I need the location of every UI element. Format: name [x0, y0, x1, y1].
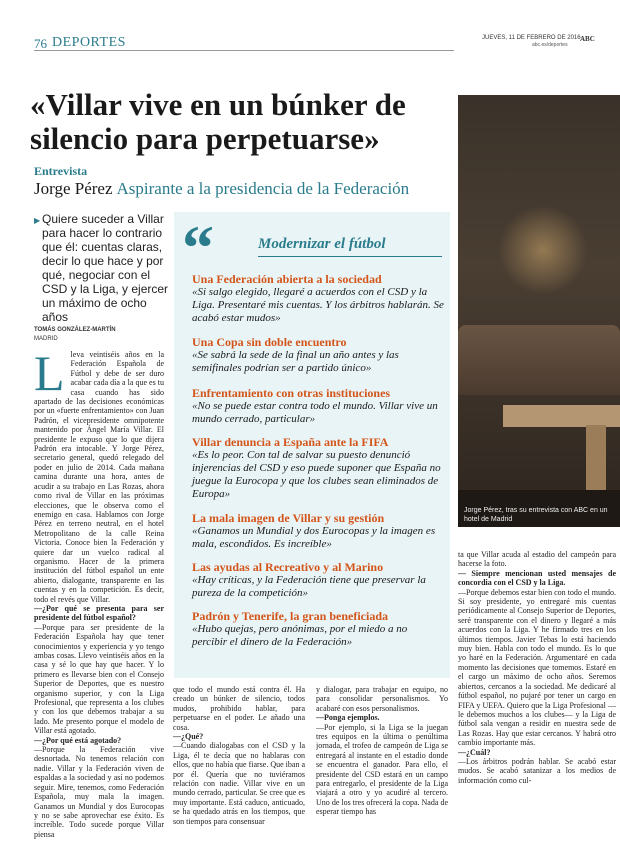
photo-lamp: [498, 205, 588, 295]
sidebar-item: [192, 511, 444, 551]
interview-question: —Ponga ejemplos.: [316, 713, 380, 723]
quote-marks-icon: “: [182, 212, 214, 283]
byline: TOMÁS GONZÁLEZ-MARTÍN: [34, 327, 116, 333]
section-url: abc.es/deportes: [532, 42, 568, 48]
body-paragraph: —Porque la Federación vive desnortada. No tenemos relación con nadie. Villar y la Federación viven de espaldas a la sociedad y así no podemos seguir. Mire, tenemos, como Federación Española, muy mala la imagen. Ganamos un Mundial y dos Eurocopas y no se sabe aprovechar ese éxito. Es increíble. Todo sucede porque Villar piensa: [34, 745, 164, 839]
sidebar-item-heading: Villar denuncia a España ante la FIFA: [192, 435, 389, 449]
interview-question: —¿Cuál?: [458, 747, 491, 757]
sidebar-item: [192, 272, 444, 325]
sidebar-item: [192, 335, 444, 375]
body-column-4: [458, 550, 616, 845]
interviewee-name: Jorge Pérez: [34, 179, 113, 198]
sidebar-item: [192, 560, 444, 600]
sidebar-item-heading: Una Federación abierta a la sociedad: [192, 272, 382, 286]
lead-arrow-icon: ▶: [34, 216, 41, 225]
body-paragraph: que todo el mundo está contra él. Ha creado un búnker de silencio, todos mudos, prohibido hablar, para perpetuarse en el poder. Le añado una cosa.: [173, 685, 305, 732]
body-paragraph: —Porque debemos estar bien con todo el mundo. Si soy presidente, yo entregaré mis cuentas periódicamente al Consejo Superior de Deportes, seré transparente con el dinero y llegaré a más acuerdos con la Liga. Y he firmado tres en los últimos tiempos. Javier Tebas lo está haciendo muy bien. Habla con todo el mundo. Es lo que yo haré en la Federación. Argumentaré en cada momento las decisiones que tomemos. Estaré en el cargo un máximo de ocho años. Seremos abiertos, cercanos a la sociedad. Me dedicaré al fútbol español, no pujaré por tener un cargo en FIFA y UEFA. Quiero que la Liga Profesional —le debemos muchos a los clubes— y la Liga de fútbol sala vengan a residir en nuestra sede de Las Rozas. Hay que estar cercanos. Y habrá otro cambio importante más.: [458, 587, 616, 748]
interview-question: —¿Por qué está agotado?: [34, 735, 122, 745]
sidebar-item-quote: «Ganamos un Mundial y dos Eurocopas y la imagen es mala, escondidos. Es increíble»: [192, 525, 436, 550]
sidebar-item-heading: Enfrentamiento con otras instituciones: [192, 386, 391, 400]
interview-question: — Siempre mencionan usted mensajes de concordia con el CSD y la Liga.: [458, 568, 616, 588]
sidebar-item: [192, 386, 444, 426]
body-column-1: [34, 350, 164, 844]
sidebar-item-heading: Padrón y Tenerife, la gran beneficiada: [192, 609, 388, 623]
photo-seat: [458, 325, 620, 395]
headline: «Villar vive en un búnker de silencio para perpetuarse»: [30, 87, 406, 156]
sidebar-item-quote: «Hubo quejas, pero anónimas, por el miedo a no percibir el dinero de la Federación»: [192, 623, 408, 648]
interview-photo: [458, 95, 620, 527]
sidebar-title: Modernizar el fútbol: [258, 236, 386, 252]
interview-question: —¿Por qué se presenta para ser presidente del fútbol español?: [34, 603, 164, 623]
body-paragraph: y dialogar, para trabajar en equipo, no para consolidar personalismos. Yo acabaré con esos personalismos.: [316, 685, 448, 713]
brand-logo: ABC: [580, 35, 595, 43]
body-paragraph: leva veintiséis años en la Federación Española de Fútbol y debe de ser duro acabar cada día a la que es tu casa cuando has sido apartado de las decisiones económicas por un «fuerte enfrentamiento» con Juan Padrón, el vicepresidente omnipotente mantenido por Ángel María Villar. El presidente le expuso que lo que dijera Padrón era intocable. Y Jorge Pérez, secretario general, quedó relegado del poder en julio de 2014. Cada mañana camina durante una hora, antes de acudir a su trabajo en Las Rozas, ahora como rival de Villar en las próximas elecciones, que le observa como el enemigo en casa. Hablamos con Jorge Pérez en terreno neutral, en el hotel Metropolitano de la calle Reina Victoria. Conoce bien la Federación y quiere dar un vuelco radical al organismo. Hacer de la primera institución del fútbol español un ente abierto, dialogante, transparente en las cuentas y en la competición. Es decir, todo el revés que Villar.: [34, 350, 164, 604]
photo-table: [503, 405, 620, 427]
sidebar-item-quote: «Se sabrá la sede de la final un año antes y las semifinales podrían ser a partido único»: [192, 349, 399, 374]
subhead: [34, 179, 409, 199]
body-column-2: [173, 685, 305, 845]
sidebar-item-heading: La mala imagen de Villar y su gestión: [192, 511, 385, 525]
sidebar-item-quote: «Hay críticas, y la Federación tiene que preservar la pureza de la competición»: [192, 574, 426, 599]
body-column-3: [316, 685, 448, 845]
sidebar-item: [192, 435, 444, 501]
body-paragraph: —Cuando dialogabas con el CSD y la Liga, él te decía que no hablaras con ellos, que no había que fiarse. Que iban a por él. Quería que no tuviéramos relación con nadie. Villar vive en un mundo cerrado, particular. Se cree que es muy importante. Está caduco, anticuado, se ha quedado atrás en los tiempos, que son tiempos para consensuar: [173, 741, 305, 826]
sidebar-divider: [258, 256, 442, 257]
body-paragraph: —Porque para ser presidente de la Federación Española hay que tener conocimientos y experiencia y yo tengo ambas cosas. Llevo veintiséis años en la casa y sé lo que hay que hacer. Y lo primero es llevarse bien con el Consejo Superior de Deportes, que es nuestro organismo superior, y con la Liga Profesional, que representa a los clubes y con los que debemos trabajar a su lado. Me presento porque el modelo de Villar está agotado.: [34, 622, 164, 736]
section-title: DEPORTES: [52, 35, 126, 50]
page-number: 76: [34, 36, 47, 51]
body-paragraph: ta que Villar acuda al estadio del campeón para hacerse la foto.: [458, 550, 616, 569]
sidebar-item-quote: «Si salgo elegido, llegaré a acuerdos con el CSD y la Liga. Presentaré mis cuentas. Y los árbitros hablarán. Se acabó estar mudos»: [192, 286, 444, 324]
photo-caption: Jorge Pérez, tras su entrevista con ABC en un hotel de Madrid: [464, 507, 608, 523]
interview-question: —¿Qué?: [173, 732, 204, 742]
dateline: MADRID: [34, 336, 58, 342]
header-divider: [34, 50, 454, 51]
interviewee-role: Aspirante a la presidencia de la Federación: [116, 179, 410, 198]
sidebar-item-heading: Una Copa sin doble encuentro: [192, 335, 347, 349]
sidebar-item-heading: Las ayudas al Recreativo y al Marino: [192, 560, 384, 574]
lead-paragraph: Quiere suceder a Villar para hacer lo contrario que él: cuentas claras, decir lo que hace y por qué, negociar con el CSD y la Liga, y ejercer un máximo de ocho años: [42, 212, 169, 324]
body-paragraph: —Por ejemplo, si la Liga se la juegan tres equipos en la última o penúltima jornada, el trofeo de campeón de Liga se entregará al instante en el estadio donde se encuentra el ganador. Para ello, el presidente del CSD estará en un campo para entregarlo, el presidente de la Liga viajará a otro y yo acudiré al tercero. Uno de los tres ofrecerá la copa. Nada de esperar tiempo has: [316, 722, 448, 817]
issue-date: JUEVES, 11 DE FEBRERO DE 2016: [482, 35, 581, 41]
drop-cap: L: [34, 350, 65, 401]
sidebar-item-quote: «Es lo peor. Con tal de salvar su puesto denunció injerencias del CSD y eso puede suponer que España no juegue la Eurocopa y que los clubes sean eliminados de Europa»: [192, 449, 441, 500]
body-paragraph: —Los árbitros podrán hablar. Se acabó estar mudos. Se acabó satanizar a los medios de información como cul-: [458, 756, 616, 785]
sidebar-item-quote: «No se puede estar contra todo el mundo. Villar vive un mundo cerrado, particular»: [192, 400, 438, 425]
kicker: Entrevista: [34, 164, 88, 178]
sidebar-item: [192, 609, 444, 649]
